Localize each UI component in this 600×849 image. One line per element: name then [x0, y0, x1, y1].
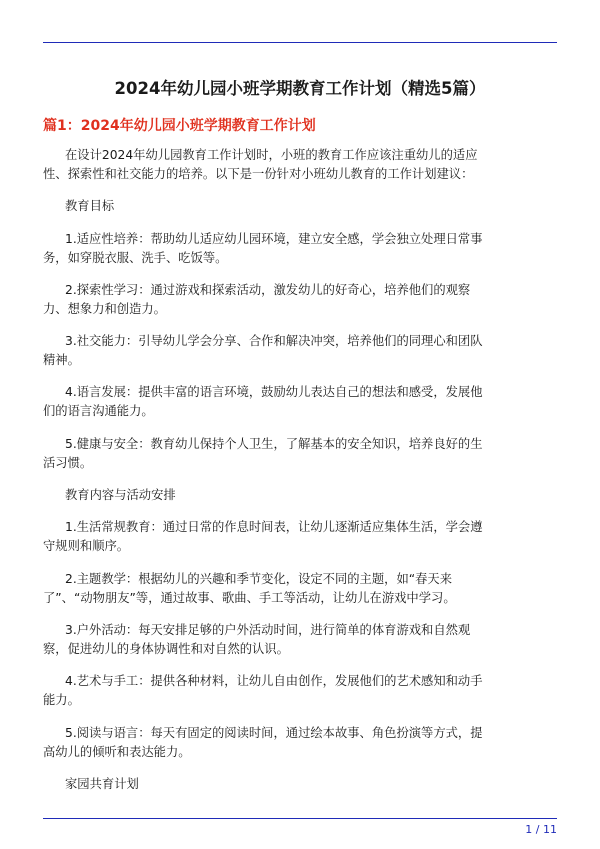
subheading-home-school: 家园共育计划 [65, 776, 139, 791]
document-title: 2024年幼儿园小班学期教育工作计划（精选5篇） [114, 79, 486, 98]
goal-item: 4.语言发展：提供丰富的语言环境，鼓励幼儿表达自己的想法和感受，发展他们的语言沟通能力。 [43, 385, 483, 419]
section-heading: 篇1：2024年幼儿园小班学期教育工作计划 [43, 118, 316, 134]
subheading-content-activities: 教育内容与活动安排 [65, 488, 176, 503]
goal-item: 3.社交能力：引导幼儿学会分享、合作和解决冲突，培养他们的同理心和团队精神。 [43, 334, 483, 368]
bottom-rule [43, 818, 557, 819]
goal-item: 5.健康与安全：教育幼儿保持个人卫生，了解基本的安全知识，培养良好的生活习惯。 [43, 436, 483, 470]
page-number: 1 / 11 [525, 823, 557, 836]
activity-item: 3.户外活动：每天安排足够的户外活动时间，进行简单的体育游戏和自然观察，促进幼儿的身体协调性和对自然的认识。 [43, 622, 471, 656]
activity-item: 4.艺术与手工：提供各种材料，让幼儿自由创作，发展他们的艺术感知和动手能力。 [43, 674, 483, 708]
activity-item: 5.阅读与语言：每天有固定的阅读时间，通过绘本故事、角色扮演等方式，提高幼儿的倾听和表达能力。 [43, 725, 483, 759]
activity-item: 1.生活常规教育：通过日常的作息时间表，让幼儿逐渐适应集体生活，学会遵守规则和顺序。 [43, 520, 483, 554]
top-rule [43, 42, 557, 43]
goal-item: 2.探索性学习：通过游戏和探索活动，激发幼儿的好奇心，培养他们的观察力、想象力和创造力。 [43, 282, 471, 316]
intro-paragraph: 在设计2024年幼儿园教育工作计划时，小班的教育工作应该注重幼儿的适应性、探索性和社交能力的培养。以下是一份针对小班幼儿教育的工作计划建议： [43, 148, 478, 181]
document-body [43, 146, 493, 807]
activity-item: 2.主题教学：根据幼儿的兴趣和季节变化，设定不同的主题，如“春天来了”、“动物朋友”等，通过故事、歌曲、手工等活动，让幼儿在游戏中学习。 [43, 571, 456, 605]
goal-item: 1.适应性培养：帮助幼儿适应幼儿园环境，建立安全感，学会独立处理日常事务，如穿脱衣服、洗手、吃饭等。 [43, 231, 483, 265]
subheading-education-goals: 教育目标 [65, 199, 115, 214]
